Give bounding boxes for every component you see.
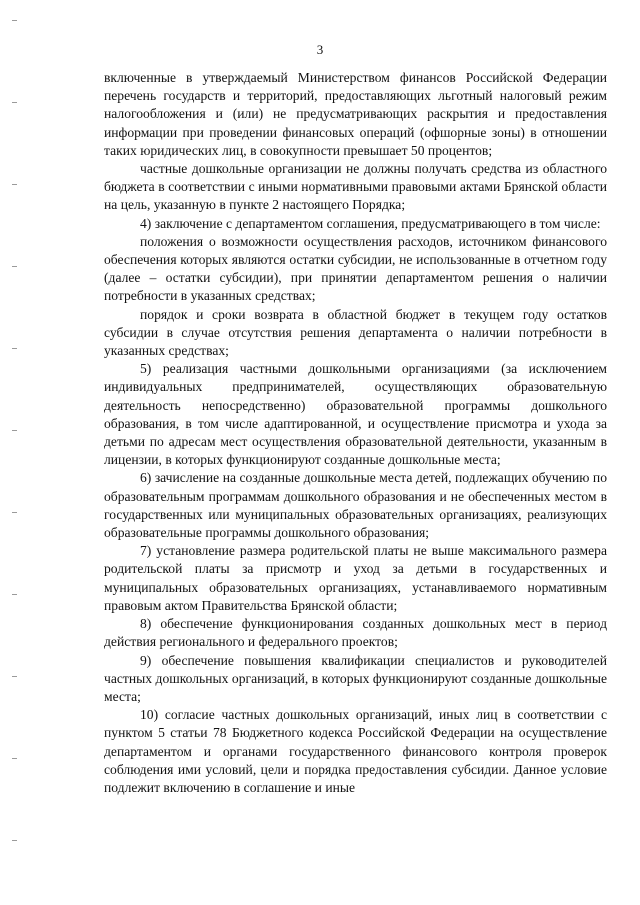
document-body: [104, 69, 607, 797]
margin-tick: [12, 758, 17, 759]
margin-tick: [12, 102, 17, 103]
margin-tick: [12, 594, 17, 595]
margin-tick: [12, 348, 17, 349]
paragraph: частные дошкольные организации не должны получать средства из областного бюджета в соответствии с иными нормативными правовыми актами Брянской области на цель, указанную в пункте 2 настоящего Порядка;: [104, 161, 607, 213]
paragraph: 8) обеспечение функционирования созданных дошкольных мест в период действия регионального и федерального проектов;: [104, 616, 607, 650]
paragraph: положения о возможности осуществления расходов, источником финансового обеспечения которых являются остатки субсидии, не использованные в отчетном году (далее – остатки субсидии), при принятии департаментом решения о наличии потребности в указанных средствах;: [104, 233, 607, 304]
paragraph: включенные в утверждаемый Министерством финансов Российской Федерации перечень государств и территорий, предоставляющих льготный налоговый режим налогообложения и (или) не предусматривающих раскрытия и предоставления информации при проведении финансовых операций (офшорные зоны) в отношении таких юридических лиц, в совокупности превышает 50 процентов;: [104, 70, 607, 158]
paragraph: 6) зачисление на созданные дошкольные места детей, подлежащих обучению по образовательным программам дошкольного образования и не обеспеченных местом в государственных или муниципальных образовательных организациях, реализующих образовательные программы дошкольного образования;: [104, 470, 607, 541]
margin-tick: [12, 840, 17, 841]
margin-tick: [12, 184, 17, 185]
paragraph: 10) согласие частных дошкольных организаций, иных лиц в соответствии с пунктом 5 статьи 78 Бюджетного кодекса Российской Федерации на осуществление департаментом и органами государственного финансового контроля проверок соблюдения ими условий, цели и порядка предоставления субсидии. Данное условие подлежит включению в соглашение и иные: [104, 707, 607, 795]
margin-tick: [12, 20, 17, 21]
paragraph: 5) реализация частными дошкольными организациями (за исключением индивидуальных предпринимателей, осуществляющих образовательную деятельность непосредственно) образовательной программы дошкольного образования, в том числе адаптированной, и осуществление присмотра и ухода за детьми по адресам мест осуществления образовательной деятельности, указанным в лицензии, в которых функционируют созданные дошкольные места;: [104, 361, 607, 468]
page-margin-marks: [12, 20, 18, 880]
margin-tick: [12, 430, 17, 431]
margin-tick: [12, 266, 17, 267]
margin-tick: [12, 512, 17, 513]
paragraph: 7) установление размера родительской платы не выше максимального размера родительской платы за присмотр и уход за детьми в государственных и муниципальных образовательных организациях, устанавливаемого нормативным правовым актом Правительства Брянской области;: [104, 543, 607, 613]
paragraph: 9) обеспечение повышения квалификации специалистов и руководителей частных дошкольных организаций, в которых функционируют созданные дошкольные места;: [104, 652, 607, 704]
margin-tick: [12, 676, 17, 677]
paragraph: порядок и сроки возврата в областной бюджет в текущем году остатков субсидии в случае отсутствия решения департамента о наличии потребности в указанных средствах;: [104, 306, 607, 359]
paragraph: 4) заключение с департаментом соглашения, предусматривающего в том числе:: [140, 215, 601, 231]
page-number: 3: [316, 42, 324, 57]
